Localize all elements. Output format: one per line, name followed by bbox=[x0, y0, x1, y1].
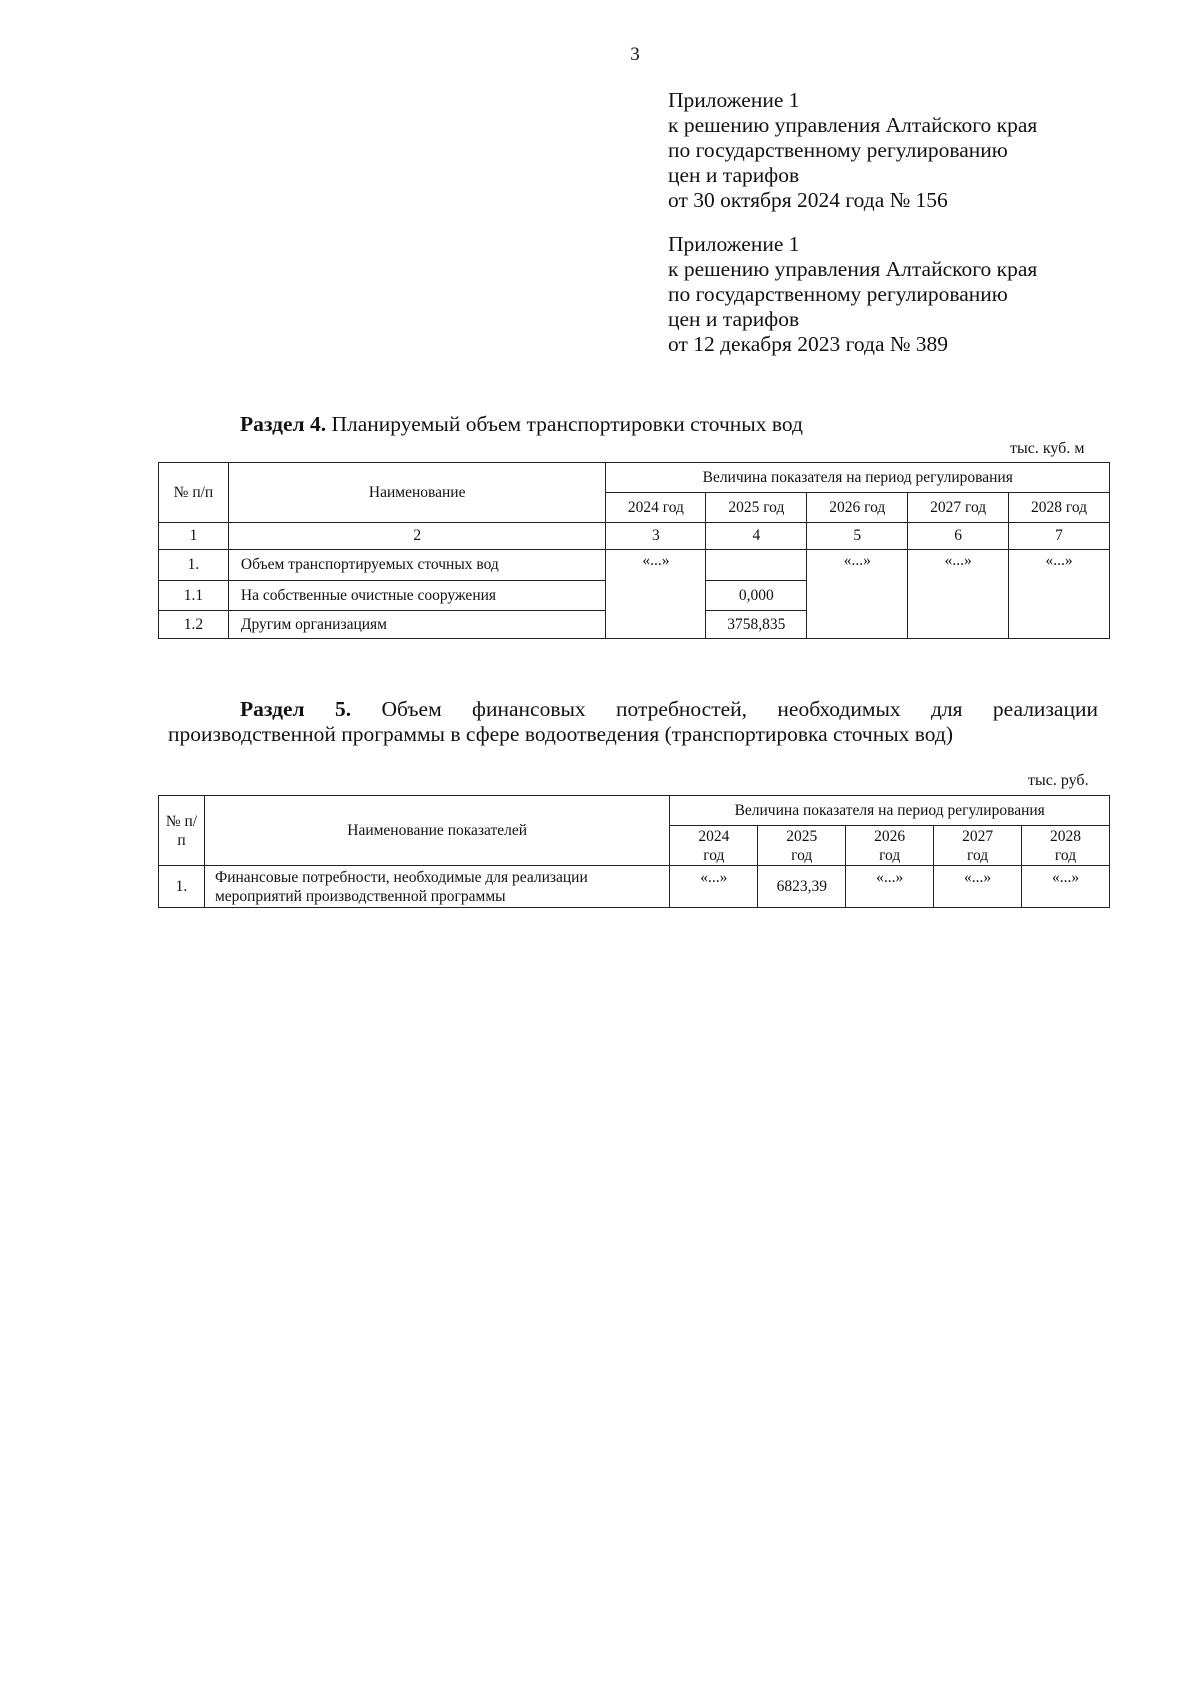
cell-2026: «...» bbox=[846, 866, 934, 908]
col-number: 6 bbox=[908, 523, 1009, 550]
col-number: 4 bbox=[706, 523, 807, 550]
col-header-year bbox=[934, 826, 1022, 866]
col-header-year: 2024 год bbox=[606, 493, 706, 523]
col-number: 3 bbox=[606, 523, 706, 550]
year: 2028 bbox=[1050, 827, 1082, 845]
appendix-header-1 bbox=[668, 88, 1188, 213]
year: 2027 bbox=[962, 827, 994, 845]
year-suffix: год bbox=[1054, 846, 1077, 864]
appendix-line: по государственному регулированию bbox=[668, 282, 1008, 306]
col-header-value-group: Величина показателя на период регулирования bbox=[670, 796, 1110, 826]
year: 2026 bbox=[874, 827, 906, 845]
appendix-line: по государственному регулированию bbox=[668, 138, 1008, 162]
cell-2028: «...» bbox=[1022, 866, 1110, 908]
col-header-num: № п/п bbox=[159, 463, 229, 523]
section-5-label: Раздел 5. bbox=[240, 697, 352, 721]
section-5-table bbox=[158, 795, 1110, 908]
section-5-title-line-1 bbox=[168, 697, 1098, 722]
section-4-title bbox=[240, 412, 803, 437]
col-number: 2 bbox=[228, 523, 606, 550]
col-header-year bbox=[846, 826, 934, 866]
cell-2026-omitted: «...» bbox=[807, 550, 908, 639]
row-num: 1. bbox=[159, 550, 229, 581]
col-number: 1 bbox=[159, 523, 229, 550]
year-suffix: год bbox=[703, 846, 725, 864]
section-5-title-line-2: производственной программы в сфере водоотведения (транспортировка сточных вод) bbox=[168, 722, 954, 746]
row-name: Другим организациям bbox=[228, 611, 606, 639]
appendix-line: от 12 декабря 2023 года № 389 bbox=[668, 332, 948, 356]
col-header-year bbox=[1022, 826, 1110, 866]
year: 2025 bbox=[786, 827, 818, 845]
year-suffix: год bbox=[966, 846, 989, 864]
row-name: Объем транспортируемых сточных вод bbox=[228, 550, 606, 581]
row-num: 1. bbox=[159, 866, 205, 908]
col-header-num: № п/п bbox=[159, 796, 205, 866]
appendix-line: от 30 октября 2024 года № 156 bbox=[668, 188, 948, 212]
appendix-line: Приложение 1 bbox=[668, 232, 800, 256]
page-number: 3 bbox=[630, 44, 640, 65]
col-header-year: 2028 год bbox=[1009, 493, 1110, 523]
col-number: 5 bbox=[807, 523, 908, 550]
cell-2028-omitted: «...» bbox=[1009, 550, 1110, 639]
cell-1-2-2025: 3758,835 bbox=[706, 611, 807, 639]
col-header-year: 2027 год bbox=[908, 493, 1009, 523]
section-5-unit: тыс. руб. bbox=[1028, 772, 1089, 789]
section-4-unit: тыс. куб. м bbox=[1010, 440, 1085, 457]
appendix-header-2 bbox=[668, 232, 1188, 357]
col-header-year: 2025 год bbox=[706, 493, 807, 523]
cell-1-2025-empty bbox=[706, 550, 807, 581]
col-header-year bbox=[758, 826, 846, 866]
table-row bbox=[159, 866, 1110, 908]
appendix-line: к решению управления Алтайского края bbox=[668, 113, 1038, 137]
col-header-year bbox=[670, 826, 758, 866]
section-4-text: Планируемый объем транспортировки сточных вод bbox=[326, 412, 803, 436]
row-name: На собственные очистные сооружения bbox=[228, 581, 606, 611]
appendix-line: к решению управления Алтайского края bbox=[668, 257, 1038, 281]
section-5-title bbox=[168, 697, 1098, 747]
col-header-name: Наименование показателей bbox=[204, 796, 669, 866]
col-number: 7 bbox=[1009, 523, 1110, 550]
col-header-name: Наименование bbox=[228, 463, 606, 523]
cell-2024: «...» bbox=[670, 866, 758, 908]
year-suffix: год bbox=[879, 846, 901, 864]
row-num: 1.2 bbox=[159, 611, 229, 639]
cell-2027: «...» bbox=[934, 866, 1022, 908]
year-suffix: год bbox=[791, 846, 813, 864]
table-row bbox=[159, 550, 1110, 581]
year: 2024 bbox=[698, 827, 730, 845]
section-4-table bbox=[158, 462, 1110, 639]
cell-2025: 6823,39 bbox=[758, 866, 846, 908]
section-5-text: Объем финансовых потребностей, необходимых для реализации bbox=[351, 697, 1098, 721]
row-num: 1.1 bbox=[159, 581, 229, 611]
cell-2027-omitted: «...» bbox=[908, 550, 1009, 639]
col-header-year: 2026 год bbox=[807, 493, 908, 523]
appendix-line: цен и тарифов bbox=[668, 163, 800, 187]
appendix-line: цен и тарифов bbox=[668, 307, 800, 331]
appendix-line: Приложение 1 bbox=[668, 88, 800, 112]
cell-2024-omitted: «...» bbox=[606, 550, 706, 639]
section-4-label: Раздел 4. bbox=[240, 412, 327, 436]
row-name: Финансовые потребности, необходимые для реализации мероприятий производственной программы bbox=[204, 866, 669, 908]
col-header-value-group: Величина показателя на период регулирования bbox=[606, 463, 1110, 493]
cell-1-1-2025: 0,000 bbox=[706, 581, 807, 611]
